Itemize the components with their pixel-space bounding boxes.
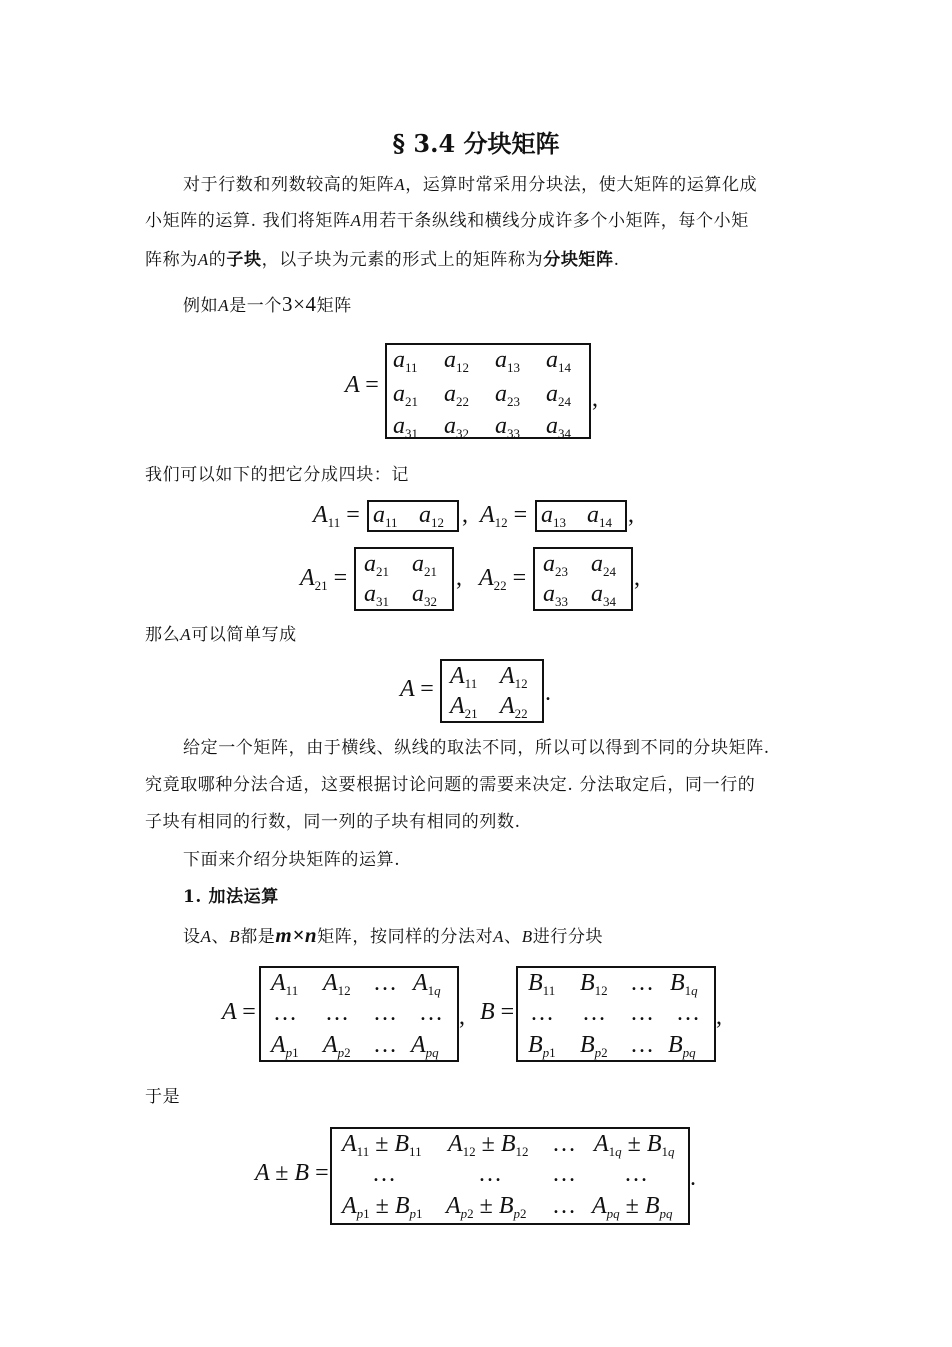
matrix-entry: $B_{1q}$ xyxy=(670,970,698,998)
equation-lhs: A ± B = xyxy=(255,1160,329,1186)
matrix-entry: $a_{34}$ xyxy=(591,581,616,609)
text: 都是 xyxy=(240,927,276,947)
matrix-2x2 xyxy=(354,547,454,611)
matrix-entry: $B_{pq}$ xyxy=(668,1032,696,1060)
matrix-symbol: A xyxy=(350,211,362,230)
section-heading: 1. 加法运算 xyxy=(183,887,279,907)
matrix-symbol: A xyxy=(197,250,209,269)
matrix-2x2 xyxy=(533,547,633,611)
matrix-symbol: B xyxy=(229,927,241,946)
matrix-entry: $a_{14}$ xyxy=(587,502,612,530)
matrix-entry: $B_{12}$ xyxy=(580,970,608,998)
comma: , xyxy=(716,1004,722,1030)
text: 例如 xyxy=(183,296,219,316)
matrix-entry: … xyxy=(552,1161,576,1187)
matrix-entry: $a_{32}$ xyxy=(444,413,469,441)
matrix-entry: $a_{24}$ xyxy=(546,381,571,409)
dimension: m×n xyxy=(275,923,318,947)
matrix-entry: $A_{11}$ xyxy=(450,663,478,691)
equation-lhs xyxy=(345,372,379,399)
matrix-entry: $a_{31}$ xyxy=(393,413,418,441)
block-a22-def: $A_{22}$ = xyxy=(479,565,527,593)
matrix-entry: $A_{12}$ xyxy=(323,970,351,998)
matrix-entry: $A_{1q}$ xyxy=(413,970,441,998)
paragraph-line xyxy=(145,249,620,271)
matrix-entry: $B_{11}$ xyxy=(528,970,556,998)
text: 设 xyxy=(183,927,201,947)
matrix-entry: $a_{13}$ xyxy=(495,347,520,375)
matrix-symbol: A xyxy=(180,625,192,644)
matrix-entry: $a_{12}$ xyxy=(444,347,469,375)
matrix-entry: $A_{1q} \pm B_{1q}$ xyxy=(594,1131,675,1159)
matrix-entry: $a_{21}$ xyxy=(393,381,418,409)
matrix-entry: … xyxy=(478,1161,502,1187)
paragraph-line: 子块有相同的行数，同一列的子块有相同的列数. xyxy=(145,812,521,832)
matrix-entry: $a_{14}$ xyxy=(546,347,571,375)
matrix-entry: $A_{21}$ xyxy=(450,693,478,721)
matrix-entry: $a_{22}$ xyxy=(444,381,469,409)
matrix-entry: $B_{p2}$ xyxy=(580,1032,608,1060)
block-a21-def: $A_{21}$ = xyxy=(300,565,348,593)
matrix-entry: $A_{22}$ xyxy=(500,693,528,721)
matrix-entry: $a_{11}$ xyxy=(373,502,398,530)
row-vector xyxy=(535,500,627,532)
matrix-symbol: A xyxy=(394,175,406,194)
equation-lhs: A = xyxy=(400,676,434,702)
matrix-entry: … xyxy=(630,970,654,996)
text-line: 于是 xyxy=(145,1087,181,1107)
text-line: 我们可以如下的把它分成四块：记 xyxy=(145,465,409,485)
comma: , xyxy=(634,565,640,591)
matrix-entry: $a_{31}$ xyxy=(364,581,389,609)
block-a11-def: $A_{11}$ = xyxy=(313,502,360,530)
text-line xyxy=(183,924,603,948)
matrix-entry: $A_{p1} \pm B_{p1}$ xyxy=(342,1193,423,1221)
text: 、 xyxy=(211,927,230,947)
dimension: 3×4 xyxy=(282,292,317,316)
block-matrix-b xyxy=(516,966,716,1062)
matrix-entry: $a_{21}$ xyxy=(364,551,389,579)
paragraph-line: 究竟取哪种分法合适，这要根据讨论问题的需要来决定. 分法取定后，同一行的 xyxy=(145,775,756,795)
text: ，运算时常采用分块法，使大矩阵的运算化成 xyxy=(405,175,758,195)
matrix-entry: $A_{12}$ xyxy=(500,663,528,691)
matrix-entry: $A_{11}$ xyxy=(271,970,299,998)
text: 的 xyxy=(208,250,227,270)
matrix-entry: $a_{23}$ xyxy=(543,551,568,579)
matrix-entry: $a_{23}$ xyxy=(495,381,520,409)
matrix-entry: … xyxy=(372,1161,396,1187)
matrix-entry: … xyxy=(373,1032,397,1058)
matrix-entry: $A_{p1}$ xyxy=(271,1032,299,1060)
matrix-entry: $a_{34}$ xyxy=(546,413,571,441)
example-line xyxy=(183,293,352,317)
text: 对于行数和列数较高的矩阵 xyxy=(183,175,395,195)
matrix-symbol: B xyxy=(521,927,533,946)
comma: , xyxy=(462,502,468,528)
matrix-entry: … xyxy=(582,1000,606,1026)
matrix-entry: … xyxy=(530,1000,554,1026)
equation-lhs: B = xyxy=(480,999,515,1025)
text: 矩阵，按同样的分法对 xyxy=(317,927,494,947)
text: 阵称为 xyxy=(145,250,198,270)
matrix-entry: … xyxy=(552,1131,576,1157)
matrix-entry: $a_{33}$ xyxy=(495,413,520,441)
row-vector xyxy=(367,500,459,532)
paragraph-line: 给定一个矩阵，由于横线、纵线的取法不同，所以可以得到不同的分块矩阵. xyxy=(183,738,770,758)
text: 用若干条纵线和横线分成许多个小矩阵，每个小矩 xyxy=(361,211,749,231)
matrix-symbol: A xyxy=(218,296,230,315)
block-a12-def: $A_{12}$ = xyxy=(480,502,528,530)
matrix-entry: $A_{p2}$ xyxy=(323,1032,351,1060)
text: . xyxy=(613,250,620,270)
matrix-entry: $A_{11} \pm B_{11}$ xyxy=(342,1131,422,1159)
matrix-entry: $a_{21}$ xyxy=(412,551,437,579)
matrix-entry: $A_{pq}$ xyxy=(411,1032,439,1060)
comma: , xyxy=(628,502,634,528)
equation-lhs: A = xyxy=(222,999,256,1025)
paragraph-line xyxy=(183,174,757,196)
period: . xyxy=(545,680,551,706)
matrix-entry: $a_{11}$ xyxy=(393,347,418,375)
comma: , xyxy=(456,565,462,591)
matrix-entry: … xyxy=(630,1000,654,1026)
matrix-entry: $a_{24}$ xyxy=(591,551,616,579)
comma: , xyxy=(592,386,598,412)
matrix-entry: $B_{p1}$ xyxy=(528,1032,556,1060)
matrix-entry: … xyxy=(552,1193,576,1219)
matrix-entry: … xyxy=(325,1000,349,1026)
text: 那么 xyxy=(145,625,181,645)
matrix-entry: … xyxy=(630,1032,654,1058)
matrix-entry: … xyxy=(273,1000,297,1026)
text: ，以子块为元素的形式上的矩阵称为 xyxy=(261,250,544,270)
matrix-entry: $A_{12} \pm B_{12}$ xyxy=(448,1131,529,1159)
matrix-entry: $A_{p2} \pm B_{p2}$ xyxy=(446,1193,527,1221)
paragraph-line xyxy=(145,210,749,232)
matrix-entry: … xyxy=(373,970,397,996)
text: 进行分块 xyxy=(532,927,604,947)
text: 矩阵 xyxy=(316,296,352,316)
matrix-entry: … xyxy=(624,1161,648,1187)
matrix-entry: $a_{12}$ xyxy=(419,502,444,530)
equals-sign: = xyxy=(365,372,379,398)
text-line xyxy=(145,624,297,646)
block-matrix-a xyxy=(259,966,459,1062)
matrix-symbol: A xyxy=(493,927,505,946)
matrix-entry: $a_{32}$ xyxy=(412,581,437,609)
text: 小矩阵的运算. 我们将矩阵 xyxy=(145,211,351,231)
matrix-entry: $A_{pq} \pm B_{pq}$ xyxy=(592,1193,673,1221)
block-matrix-sum xyxy=(330,1127,690,1225)
matrix-entry: $a_{13}$ xyxy=(541,502,566,530)
text: 、 xyxy=(504,927,522,947)
text: 是一个 xyxy=(229,296,282,316)
matrix-symbol: A xyxy=(345,372,360,398)
block-matrix-2x2 xyxy=(440,659,544,723)
comma: , xyxy=(459,1004,465,1030)
matrix-entry: $a_{33}$ xyxy=(543,581,568,609)
text-line: 下面来介绍分块矩阵的运算. xyxy=(183,850,401,870)
matrix-entry: … xyxy=(373,1000,397,1026)
matrix-a-3x4 xyxy=(385,343,591,439)
term-block-matrix: 分块矩阵 xyxy=(543,250,614,270)
text: 可以简单写成 xyxy=(191,625,297,645)
matrix-entry: … xyxy=(419,1000,443,1026)
period: . xyxy=(690,1165,696,1191)
page-title: § 3.4 分块矩阵 xyxy=(392,129,560,158)
term-subblock: 子块 xyxy=(226,250,262,270)
matrix-symbol: A xyxy=(200,927,212,946)
matrix-entry: … xyxy=(676,1000,700,1026)
